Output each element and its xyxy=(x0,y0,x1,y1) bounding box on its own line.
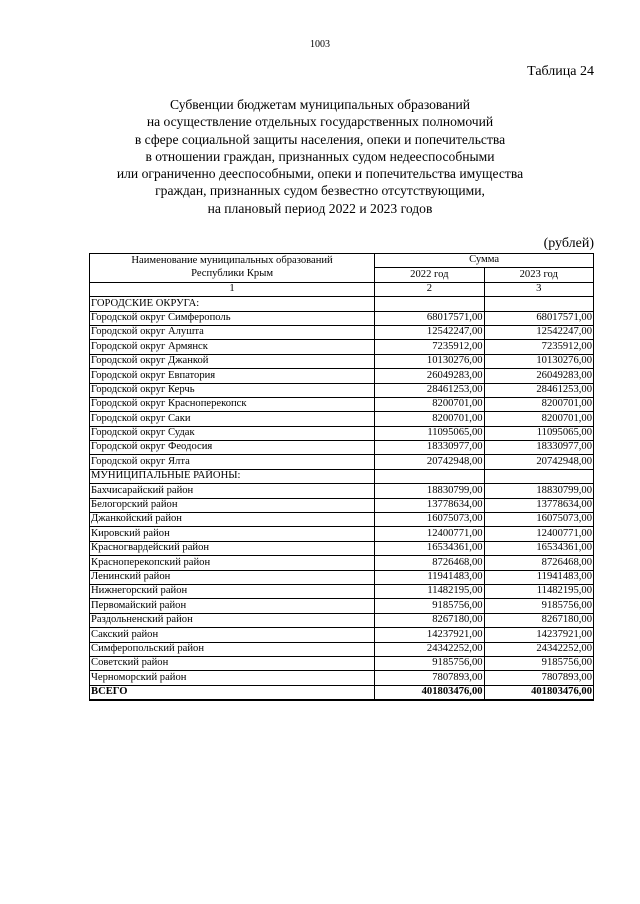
value-2022: 10130276,00 xyxy=(375,354,484,368)
table-row xyxy=(90,584,594,598)
value-2023: 10130276,00 xyxy=(484,354,593,368)
table-row xyxy=(90,599,594,613)
value-2022: 8726468,00 xyxy=(375,556,484,570)
section-row xyxy=(90,297,594,311)
table-body xyxy=(90,297,594,700)
municipality-name: Черноморский район xyxy=(90,671,375,685)
header-sum: Сумма xyxy=(375,254,594,268)
header-name xyxy=(90,254,375,283)
value-2023: 8200701,00 xyxy=(484,397,593,411)
value-2022: 7235912,00 xyxy=(375,340,484,354)
table-row xyxy=(90,369,594,383)
units-label: (рублей) xyxy=(543,236,594,251)
table-row xyxy=(90,656,594,670)
header-name-line: Наименование муниципальных образований xyxy=(131,255,333,267)
table-row xyxy=(90,340,594,354)
municipality-name: Ленинский район xyxy=(90,570,375,584)
value-2023: 18830799,00 xyxy=(484,484,593,498)
value-2023: 11095065,00 xyxy=(484,426,593,440)
empty-cell xyxy=(484,297,593,311)
municipality-name: Городской округ Керчь xyxy=(90,383,375,397)
municipality-name: Городской округ Джанкой xyxy=(90,354,375,368)
value-2022: 11482195,00 xyxy=(375,584,484,598)
table-row xyxy=(90,498,594,512)
table-row xyxy=(90,642,594,656)
municipality-name: Городской округ Феодосия xyxy=(90,441,375,455)
municipality-name: Городской округ Армянск xyxy=(90,340,375,354)
value-2023: 18330977,00 xyxy=(484,441,593,455)
value-2023: 7235912,00 xyxy=(484,340,593,354)
municipality-name: Городской округ Евпатория xyxy=(90,369,375,383)
table-row xyxy=(90,556,594,570)
table-row xyxy=(90,311,594,325)
municipality-name: Городской округ Алушта xyxy=(90,325,375,339)
municipality-name: Советский район xyxy=(90,656,375,670)
title-line: Субвенции бюджетам муниципальных образований xyxy=(169,97,471,112)
value-2023: 20742948,00 xyxy=(484,455,593,469)
title-line: или ограниченно дееспособными, опеки и попечительства имущества xyxy=(116,166,524,182)
table-row xyxy=(90,397,594,411)
value-2022: 9185756,00 xyxy=(375,656,484,670)
value-2022: 16075073,00 xyxy=(375,513,484,527)
document-title xyxy=(40,96,600,217)
value-2023: 16534361,00 xyxy=(484,541,593,555)
table-row xyxy=(90,513,594,527)
table-row xyxy=(90,383,594,397)
value-2022: 26049283,00 xyxy=(375,369,484,383)
section-label: ГОРОДСКИЕ ОКРУГА: xyxy=(90,297,375,311)
municipality-name: Сакский район xyxy=(90,628,375,642)
municipality-name: Бахчисарайский район xyxy=(90,484,375,498)
table-row xyxy=(90,441,594,455)
value-2022: 13778634,00 xyxy=(375,498,484,512)
section-label: МУНИЦИПАЛЬНЫЕ РАЙОНЫ: xyxy=(90,469,375,483)
value-2022: 24342252,00 xyxy=(375,642,484,656)
column-number: 3 xyxy=(484,282,593,296)
municipality-name: Городской округ Судак xyxy=(90,426,375,440)
municipality-name: Кировский район xyxy=(90,527,375,541)
value-2023: 8267180,00 xyxy=(484,613,593,627)
value-2022: 8267180,00 xyxy=(375,613,484,627)
value-2023: 68017571,00 xyxy=(484,311,593,325)
title-line: в отношении граждан, признанных судом недееспособными xyxy=(145,148,495,164)
title-line: на осуществление отдельных государственных полномочий xyxy=(146,114,494,130)
value-2022: 20742948,00 xyxy=(375,455,484,469)
column-number: 2 xyxy=(375,282,484,296)
table-row xyxy=(90,570,594,584)
table-row xyxy=(90,527,594,541)
table-row xyxy=(90,484,594,498)
value-2023: 8200701,00 xyxy=(484,412,593,426)
subventions-table xyxy=(89,253,594,701)
value-2023: 8726468,00 xyxy=(484,556,593,570)
table-row xyxy=(90,325,594,339)
municipality-name: ВСЕГО xyxy=(90,685,375,700)
value-2022: 11941483,00 xyxy=(375,570,484,584)
municipality-name: Городской округ Ялта xyxy=(90,455,375,469)
value-2022: 9185756,00 xyxy=(375,599,484,613)
table-row xyxy=(90,354,594,368)
value-2022: 12400771,00 xyxy=(375,527,484,541)
municipality-name: Первомайский район xyxy=(90,599,375,613)
municipality-name: Городской округ Саки xyxy=(90,412,375,426)
empty-cell xyxy=(375,469,484,483)
table-row xyxy=(90,613,594,627)
value-2022: 401803476,00 xyxy=(375,685,484,700)
value-2022: 12542247,00 xyxy=(375,325,484,339)
table-row xyxy=(90,671,594,685)
title-line: в сфере социальной защиты населения, опеки и попечительства xyxy=(134,131,506,147)
value-2023: 16075073,00 xyxy=(484,513,593,527)
municipality-name: Симферопольский район xyxy=(90,642,375,656)
value-2023: 12542247,00 xyxy=(484,325,593,339)
value-2023: 13778634,00 xyxy=(484,498,593,512)
value-2023: 9185756,00 xyxy=(484,656,593,670)
value-2023: 11482195,00 xyxy=(484,584,593,598)
municipality-name: Городской округ Красноперекопск xyxy=(90,397,375,411)
value-2022: 68017571,00 xyxy=(375,311,484,325)
header-name-line: Республики Крым xyxy=(191,267,274,279)
value-2022: 7807893,00 xyxy=(375,671,484,685)
value-2023: 24342252,00 xyxy=(484,642,593,656)
municipality-name: Красногвардейский район xyxy=(90,541,375,555)
municipality-name: Джанкойский район xyxy=(90,513,375,527)
table-row xyxy=(90,426,594,440)
table-row xyxy=(90,455,594,469)
value-2022: 8200701,00 xyxy=(375,412,484,426)
value-2022: 18830799,00 xyxy=(375,484,484,498)
municipality-name: Красноперекопский район xyxy=(90,556,375,570)
table-label: Таблица 24 xyxy=(527,64,594,79)
value-2022: 18330977,00 xyxy=(375,441,484,455)
value-2023: 28461253,00 xyxy=(484,383,593,397)
value-2022: 8200701,00 xyxy=(375,397,484,411)
empty-cell xyxy=(375,297,484,311)
municipality-name: Городской округ Симферополь xyxy=(90,311,375,325)
table-row xyxy=(90,628,594,642)
municipality-name: Белогорский район xyxy=(90,498,375,512)
title-line: на плановый период 2022 и 2023 годов xyxy=(207,200,433,216)
value-2023: 12400771,00 xyxy=(484,527,593,541)
value-2023: 401803476,00 xyxy=(484,685,593,700)
value-2023: 26049283,00 xyxy=(484,369,593,383)
municipality-name: Раздольненский район xyxy=(90,613,375,627)
value-2023: 11941483,00 xyxy=(484,570,593,584)
header-year-2023: 2023 год xyxy=(484,268,593,282)
column-number: 1 xyxy=(90,282,375,296)
empty-cell xyxy=(484,469,593,483)
value-2022: 28461253,00 xyxy=(375,383,484,397)
municipality-name: Нижнегорский район xyxy=(90,584,375,598)
table-row xyxy=(90,685,594,700)
title-line: граждан, признанных судом безвестно отсутствующими, xyxy=(155,183,485,199)
value-2022: 11095065,00 xyxy=(375,426,484,440)
page-number: 1003 xyxy=(310,39,330,50)
table-row xyxy=(90,412,594,426)
header-year-2022: 2022 год xyxy=(375,268,484,282)
value-2022: 14237921,00 xyxy=(375,628,484,642)
section-row xyxy=(90,469,594,483)
value-2022: 16534361,00 xyxy=(375,541,484,555)
value-2023: 9185756,00 xyxy=(484,599,593,613)
value-2023: 14237921,00 xyxy=(484,628,593,642)
table-row xyxy=(90,541,594,555)
value-2023: 7807893,00 xyxy=(484,671,593,685)
